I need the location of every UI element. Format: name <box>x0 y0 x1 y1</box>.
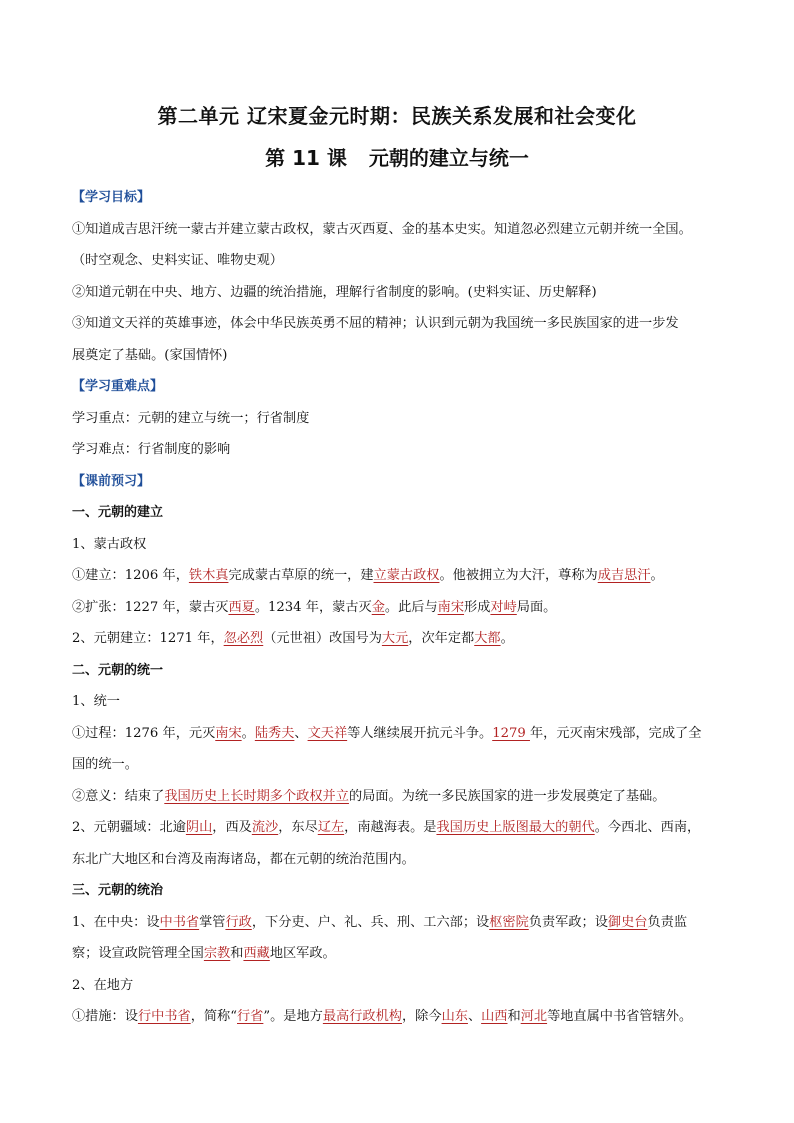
answer-blank: 流沙 <box>251 820 279 835</box>
goal-2: ②知道元朝在中央、地方、边疆的统治措施，理解行省制度的影响。(史料实证、历史解释) <box>72 284 597 300</box>
goal-1-line-1: ①知道成吉思汗统一蒙古并建立蒙古政权，蒙古灭西夏、金的基本史实。知道忽必烈建立元朝并统一全国。 <box>72 221 692 237</box>
answer-blank: 成吉思汗 <box>597 568 651 583</box>
answer-blank: 辽左 <box>317 820 345 835</box>
answer-blank: 宗教 <box>203 946 231 961</box>
fill-line-territory-cont: 东北广大地区和台湾及南海诸岛，都在元朝的统治范围内。 <box>72 851 415 867</box>
goal-3-line-1: ③知道文天祥的英雄事迹，体会中华民族英勇不屈的精神；认识到元朝为我国统一多民族国家的进一步发 <box>72 316 679 331</box>
section-heading-key-points: 【学习重难点】 <box>72 379 164 394</box>
answer-blank: 大元 <box>381 631 409 646</box>
subsection-yuan-rule: 三、元朝的统治 <box>72 883 164 898</box>
answer-blank: 1279 <box>492 725 530 741</box>
goal-1-line-2: （时空观念、史料实证、唯物史观） <box>72 253 283 268</box>
answer-blank: 山西 <box>481 1009 508 1024</box>
fill-line-yuan-founding: 2、元朝建立：1271 年，忽必烈（元世祖）改国号为大元，次年定都大都。 <box>72 631 514 646</box>
lesson-name: 元朝的建立与统一 <box>368 146 529 170</box>
lesson-content <box>72 182 732 1033</box>
fill-line-process-cont: 国的统一。 <box>72 757 138 772</box>
answer-blank: 南宋 <box>437 599 465 615</box>
item-mongol-regime: 1、蒙古政权 <box>72 536 147 552</box>
answer-blank: 我国历史上版图最大的朝代 <box>436 820 595 835</box>
answer-blank: 大都 <box>474 631 501 646</box>
section-heading-goals: 【学习目标】 <box>72 190 151 205</box>
answer-blank: 山东 <box>441 1009 468 1024</box>
key-difficulty: 学习难点：行省制度的影响 <box>72 442 231 457</box>
answer-blank: 我国历史上长时期多个政权并立 <box>164 788 349 804</box>
answer-blank: 河北 <box>520 1009 548 1024</box>
unit-title: 第二单元 辽宋夏金元时期：民族关系发展和社会变化 <box>157 104 637 128</box>
answer-blank: 行省 <box>237 1009 264 1024</box>
key-focus: 学习重点：元朝的建立与统一；行省制度 <box>72 410 310 426</box>
answer-blank: 西夏 <box>228 599 255 615</box>
lesson-number: 第 11 课 <box>265 146 347 170</box>
answer-blank: 对峙 <box>490 599 517 615</box>
goal-3-line-2: 展奠定了基础。(家国情怀) <box>72 347 228 363</box>
answer-blank: 南宋 <box>215 725 242 741</box>
answer-blank: 铁木真 <box>188 568 229 583</box>
fill-line-territory: 2、元朝疆域：北逾阴山，西及流沙，东尽辽左，南越海表。是我国历史上版图最大的朝代。今西北、西南， <box>72 820 701 835</box>
answer-blank: 立蒙古政权 <box>373 568 440 583</box>
subsection-yuan-founding: 一、元朝的建立 <box>72 505 164 520</box>
answer-blank: 行政 <box>225 914 252 930</box>
answer-blank: 金 <box>371 599 385 615</box>
fill-line-local-measures: ①措施：设行中书省，简称“行省”。是地方最高行政机构，除今山东、山西和河北等地直属中书省管辖外。 <box>72 1009 693 1024</box>
section-heading-preview: 【课前预习】 <box>72 473 151 489</box>
fill-line-significance: ②意义：结束了我国历史上长时期多个政权并立的局面。为统一多民族国家的进一步发展奠定了基础。 <box>72 788 666 804</box>
answer-blank: 西藏 <box>243 946 270 961</box>
answer-blank: 忽必烈 <box>223 631 264 646</box>
item-unification: 1、统一 <box>72 694 120 709</box>
answer-blank: 御史台 <box>607 914 648 930</box>
fill-line-establish: ①建立：1206 年，铁木真完成蒙古草原的统一，建立蒙古政权。他被拥立为大汗，尊称为成吉思汗。 <box>72 568 664 583</box>
answer-blank: 中书省 <box>159 914 200 930</box>
lesson-title <box>0 142 794 171</box>
answer-blank: 阴山 <box>185 820 213 835</box>
subsection-yuan-unification: 二、元朝的统一 <box>72 662 164 678</box>
fill-line-central: 1、在中央：设中书省掌管行政，下分吏、户、礼、兵、刑、工六部；设枢密院负责军政；设御史台负责监 <box>72 914 688 930</box>
answer-blank: 陆秀夫 <box>254 725 295 741</box>
fill-line-process: ①过程：1276 年，元灭南宋。陆秀夫、文天祥等人继续展开抗元斗争。1279 年，元灭南宋残部，完成了全 <box>72 725 702 741</box>
answer-blank: 枢密院 <box>489 914 529 930</box>
fill-line-expansion: ②扩张：1227 年，蒙古灭西夏。1234 年，蒙古灭金。此后与南宋形成对峙局面。 <box>72 599 557 615</box>
item-local: 2、在地方 <box>72 977 134 993</box>
fill-line-central-cont: 察；设宣政院管理全国宗教和西藏地区军政。 <box>72 946 336 961</box>
answer-blank: 文天祥 <box>307 725 348 741</box>
answer-blank: 行中书省 <box>137 1009 191 1024</box>
answer-blank: 最高行政机构 <box>322 1009 402 1024</box>
